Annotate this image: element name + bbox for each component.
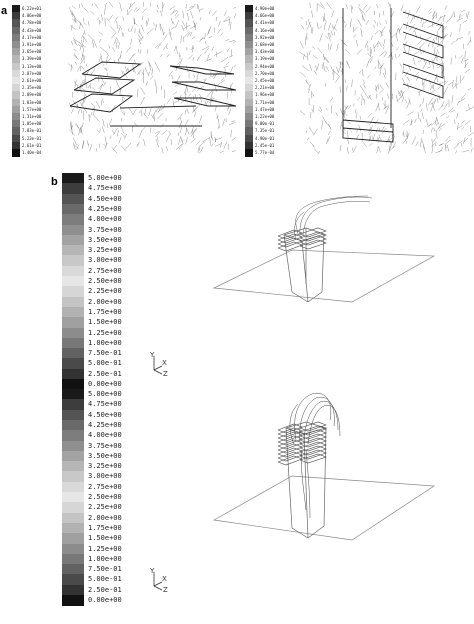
legend-value: 4.06e+00	[22, 12, 41, 20]
legend-value: 1.75e+00	[88, 523, 122, 534]
legend-value: 1.83e+00	[22, 99, 41, 107]
legend-value: 1.31e+00	[22, 113, 41, 121]
legend-value: 3.50e+00	[88, 451, 122, 462]
panel-label-b: b	[51, 176, 58, 188]
legend-value: 3.19e+00	[255, 55, 274, 63]
legend-value: 4.75e+00	[88, 399, 122, 410]
legend-value: 7.50e-01	[88, 564, 122, 575]
legend-value: 3.25e+00	[88, 245, 122, 256]
legend-value: 1.25e+00	[88, 328, 122, 339]
legend-value: 5.00e-01	[88, 574, 122, 585]
vector-field-right	[243, 2, 474, 158]
legend-value: 3.75e+00	[88, 225, 122, 236]
legend-value: 3.75e+00	[88, 441, 122, 452]
axis-y-label: Y	[149, 351, 155, 359]
legend-value: 2.21e+00	[255, 84, 274, 92]
legend-value: 2.75e+00	[88, 482, 122, 493]
legend-value: 6.22e+01	[22, 5, 41, 13]
legend-value: 3.68e+00	[255, 41, 274, 49]
legend-value: 7.35e-01	[255, 127, 274, 135]
legend-value: 2.35e+00	[22, 84, 41, 92]
legend-value: 3.00e+00	[88, 471, 122, 482]
legend-value: 1.75e+00	[88, 307, 122, 318]
legend-value: 2.70e+00	[255, 70, 274, 78]
legend-value: 1.00e+00	[88, 338, 122, 349]
legend-value: 2.45e-01	[255, 142, 274, 150]
legend-value: 3.50e+00	[88, 235, 122, 246]
legend-value: 4.50e+00	[88, 194, 122, 205]
axis-triad-icon	[148, 566, 178, 596]
legend-value: 4.50e+00	[88, 410, 122, 421]
legend-value: 4.25e+00	[88, 204, 122, 215]
legend-value: 4.00e+00	[88, 214, 122, 225]
legend-value: 3.25e+00	[88, 461, 122, 472]
legend-a-right	[245, 5, 305, 158]
legend-value: 3.39e+00	[22, 55, 41, 63]
legend-value: 4.00e+00	[88, 430, 122, 441]
legend-value: 2.87e+00	[22, 70, 41, 78]
pathline-scene-bottom-svg	[200, 380, 470, 580]
panel-label-a: a	[1, 5, 7, 17]
axis-y-label: Y	[149, 567, 155, 575]
vector-field-left	[10, 2, 236, 158]
legend-value: 2.50e+00	[88, 276, 122, 287]
legend-value: 5.23e-01	[22, 135, 41, 143]
legend-value: 4.90e-01	[255, 135, 274, 143]
legend-value: 3.00e+00	[88, 255, 122, 266]
legend-value: 1.00e+00	[88, 554, 122, 565]
streamlines-bottom	[290, 393, 340, 518]
legend-value: 4.41e+00	[255, 19, 274, 27]
legend-value: 0.00e+00	[88, 595, 122, 606]
ground-plate	[214, 476, 434, 540]
legend-value: 5.00e+00	[88, 389, 122, 400]
legend-value: 2.25e+00	[88, 286, 122, 297]
legend-value: 1.22e+00	[255, 113, 274, 121]
legend-value: 4.25e+00	[88, 420, 122, 431]
ground-plate	[214, 250, 434, 302]
legend-value: 1.50e+00	[88, 317, 122, 328]
legend-value: 1.47e+00	[255, 106, 274, 114]
legend-value: 2.61e-01	[22, 142, 41, 150]
legend-value: 4.75e+00	[88, 183, 122, 194]
axis-x-label: X	[162, 575, 167, 583]
legend-value: 1.25e+00	[88, 544, 122, 555]
legend-value: 2.61e+00	[22, 77, 41, 85]
legend-value: 2.50e-01	[88, 585, 122, 596]
legend-value: 7.83e-01	[22, 127, 41, 135]
legend-value: 0.00e+00	[88, 379, 122, 390]
tower-box	[284, 228, 324, 302]
legend-value: 3.65e+00	[22, 48, 41, 56]
legend-value: 4.78e+00	[22, 19, 41, 27]
louvre-stack	[278, 422, 326, 465]
legend-value: 9.80e-01	[255, 120, 274, 128]
legend-swatch	[245, 149, 253, 157]
legend-value: 2.45e+00	[255, 77, 274, 85]
pathline-scene-top-svg	[200, 190, 470, 380]
legend-b-bottom	[62, 389, 142, 624]
pathline-scene-top	[200, 190, 470, 380]
legend-value: 1.50e+00	[88, 533, 122, 544]
legend-value: 3.92e+00	[255, 34, 274, 42]
velocity-vectors	[68, 2, 236, 153]
legend-a-left	[12, 5, 72, 158]
legend-value: 4.16e+00	[255, 27, 274, 35]
legend-value: 4.66e+00	[255, 12, 274, 20]
pathline-scene-bottom	[200, 380, 470, 580]
legend-value: 2.00e+00	[88, 513, 122, 524]
legend-value: 2.94e+00	[255, 63, 274, 71]
legend-value: 4.90e+00	[255, 5, 274, 13]
legend-value: 2.25e+00	[88, 502, 122, 513]
legend-value: 2.75e+00	[88, 266, 122, 277]
louvre-stack	[278, 228, 326, 251]
legend-value: 7.50e-01	[88, 348, 122, 359]
legend-value: 2.09e+00	[22, 91, 41, 99]
legend-value: 1.40e-04	[22, 149, 41, 157]
legend-value: 5.00e+00	[88, 173, 122, 184]
legend-value: 1.96e+00	[255, 91, 274, 99]
legend-value: 4.43e+00	[22, 27, 41, 35]
louvre-outline	[343, 8, 443, 142]
axis-z-label: Z	[163, 370, 168, 378]
legend-value: 1.57e+00	[22, 106, 41, 114]
axis-x-label: X	[162, 359, 167, 367]
legend-value: 1.05e+00	[22, 120, 41, 128]
legend-value: 5.00e-01	[88, 358, 122, 369]
legend-value: 2.00e+00	[88, 297, 122, 308]
legend-swatch	[12, 149, 20, 157]
axis-z-label: Z	[163, 586, 168, 594]
legend-value: 4.17e+00	[22, 34, 41, 42]
legend-value: 3.13e+00	[22, 63, 41, 71]
legend-value: 5.77e-04	[255, 149, 274, 157]
legend-b-top	[62, 173, 142, 408]
axis-triad-icon	[148, 350, 178, 380]
legend-value: 1.71e+00	[255, 99, 274, 107]
legend-value: 2.50e+00	[88, 492, 122, 503]
legend-value: 3.91e+00	[22, 41, 41, 49]
legend-value: 3.43e+00	[255, 48, 274, 56]
legend-value: 2.50e-01	[88, 369, 122, 380]
